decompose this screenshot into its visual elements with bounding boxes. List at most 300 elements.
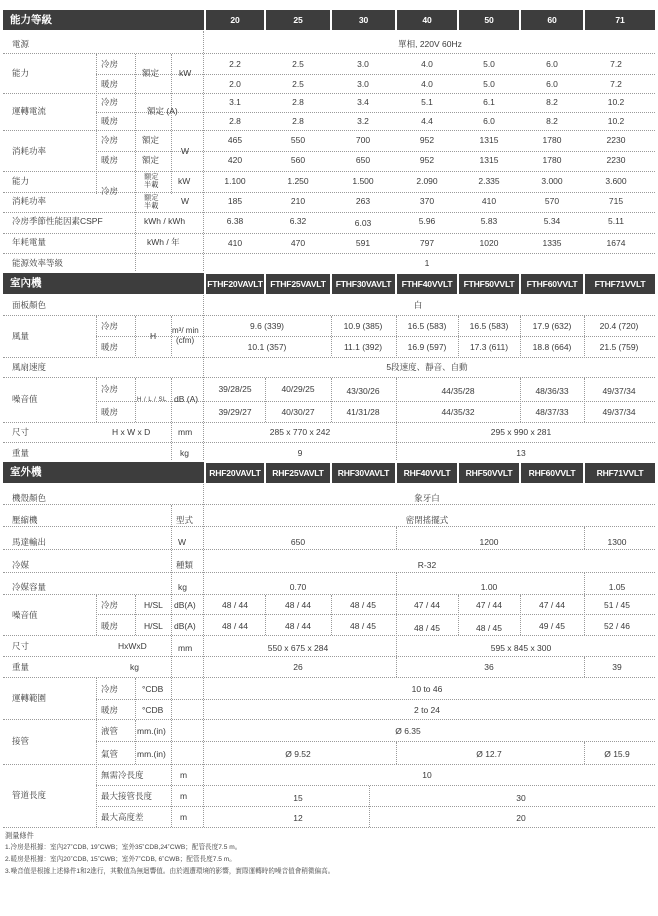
grid-line: [3, 526, 655, 527]
grid-line: [96, 112, 655, 113]
casing-color-value: 象牙白: [414, 493, 440, 503]
refrigerant-label: 冷媒: [12, 560, 30, 570]
grid-line: [3, 357, 655, 358]
half-power-value: 570: [544, 196, 560, 206]
grid-line: [3, 315, 655, 316]
length-unit: m: [180, 791, 188, 801]
grid-line: [3, 422, 655, 423]
current-heat-value: 8.2: [546, 116, 558, 126]
grid-line: [331, 378, 332, 422]
half-power-value: 263: [355, 196, 371, 206]
grid-line: [3, 677, 655, 678]
outdoor-noise-heat-value: 48 / 44: [285, 621, 311, 631]
outdoor-weight-label: 重量: [12, 662, 30, 672]
current-heat-value: 2.8: [292, 116, 304, 126]
indoor-weight-label: 重量: [12, 448, 30, 458]
grid-line: [135, 678, 136, 718]
capacity-heat-value: 2.5: [292, 79, 304, 89]
grid-line: [3, 130, 655, 131]
grid-line: [584, 657, 585, 677]
outdoor-noise-cool-value: 48 / 44: [285, 600, 311, 610]
indoor-weight-small: 9: [297, 448, 303, 458]
cspf-value: 5.83: [480, 216, 498, 226]
half-capacity-value: 2.335: [478, 176, 500, 186]
outdoor-noise-label: 噪音值: [12, 610, 38, 620]
capacity-heat-value: 6.0: [546, 79, 558, 89]
grid-line: [396, 742, 397, 764]
indoor-size-dims: H x W x D: [112, 427, 151, 437]
cspf-value: 6.03: [354, 218, 372, 228]
grid-line: [396, 573, 397, 594]
motor-output-value: 1200: [479, 537, 499, 547]
outdoor-noise-cool-value: 47 / 44: [414, 600, 440, 610]
indoor-noise-heat-value: 40/30/27: [281, 407, 315, 417]
grid-line: [96, 614, 655, 615]
outdoor-noise-heat-value: 48 / 45: [414, 623, 440, 633]
capacity-heat-value: 4.0: [421, 79, 433, 89]
outdoor-size-label: 尺寸: [12, 641, 30, 651]
airflow-cool-value: 9.6 (339): [249, 321, 285, 331]
grid-line: [171, 505, 172, 827]
motor-output-value: 650: [290, 537, 306, 547]
airflow-cool-value: 20.4 (720): [599, 321, 639, 331]
indoor-model-header: FTHF25VAVLT: [266, 274, 330, 294]
indoor-size-large: 295 x 990 x 281: [490, 427, 552, 437]
indoor-noise-cool-value: 44/35/28: [441, 386, 475, 396]
half-power-label: 消耗功率: [12, 196, 47, 206]
no-refill-length-value: 10: [422, 770, 432, 780]
operating-range-label: 運轉範圍: [12, 693, 47, 703]
grid-line: [96, 806, 655, 807]
current-heat-value: 10.2: [607, 116, 625, 126]
outdoor-noise-hsl: H/SL: [144, 621, 163, 631]
current-heat-value: 2.8: [229, 116, 241, 126]
airflow-cool-value: 17.9 (632): [532, 321, 572, 331]
annual-value: 1020: [479, 238, 499, 248]
power-heating-label: 暖房: [101, 155, 119, 165]
motor-output-unit: W: [178, 537, 187, 547]
grid-line: [3, 594, 655, 595]
outdoor-noise-cool-value: 48 / 44: [222, 600, 248, 610]
capacity-label: 能力: [12, 68, 30, 78]
range-cool-value: 10 to 46: [411, 684, 443, 694]
outdoor-model-header: RHF30VAVLT: [332, 463, 395, 483]
capacity-cool-value: 2.2: [229, 59, 241, 69]
panel-color-label: 面板顏色: [12, 300, 47, 310]
capacity-cool-value: 4.0: [421, 59, 433, 69]
model-50-header: 50: [459, 10, 519, 30]
half-capacity-value: 3.600: [605, 176, 627, 186]
max-height-value: 20: [516, 813, 526, 823]
grid-line: [3, 719, 655, 720]
power-cool-value: 1780: [542, 135, 562, 145]
half-power-value: 210: [290, 196, 306, 206]
grid-line: [3, 212, 655, 213]
grid-line: [331, 316, 332, 356]
grid-line: [96, 595, 97, 635]
capacity-cool-value: 6.0: [546, 59, 558, 69]
airflow-heat-value: 17.3 (611): [469, 342, 509, 352]
power-rated-label: 額定: [142, 135, 160, 145]
indoor-noise-heating-label: 暖房: [101, 407, 119, 417]
power-cool-value: 465: [227, 135, 243, 145]
model-40-header: 40: [397, 10, 457, 30]
grid-line: [3, 764, 655, 765]
outdoor-weight-value: 36: [484, 662, 494, 672]
outdoor-model-header: RHF60VVLT: [521, 463, 583, 483]
indoor-size-unit: mm: [178, 427, 193, 437]
current-heat-value: 6.0: [483, 116, 495, 126]
capacity-cool-value: 2.5: [292, 59, 304, 69]
half-power-value: 410: [481, 196, 497, 206]
grid-line: [369, 786, 370, 827]
grid-line: [584, 595, 585, 635]
grid-line: [3, 377, 655, 378]
half-rated-label: 額定: [144, 193, 159, 202]
half-load-label: 半載: [144, 201, 159, 210]
grid-line: [396, 657, 397, 677]
range-unit: °CDB: [142, 705, 164, 715]
capacity-heat-value: 7.2: [610, 79, 622, 89]
capacity-heat-value: 5.0: [483, 79, 495, 89]
liquid-pipe-unit: mm.(in): [137, 726, 166, 736]
grid-line: [458, 595, 459, 635]
airflow-h-label: H: [150, 331, 157, 341]
grid-line: [135, 595, 136, 635]
outdoor-noise-heat-value: 48 / 44: [222, 621, 248, 631]
range-unit: °CDB: [142, 684, 164, 694]
refrigerant-type-label: 種類: [176, 560, 194, 570]
half-load-label: 半載: [144, 180, 159, 189]
half-capacity-value: 2.090: [416, 176, 438, 186]
liquid-pipe-label: 液管: [101, 726, 119, 736]
airflow-heat-value: 16.9 (597): [407, 342, 447, 352]
grid-line: [396, 595, 397, 656]
annual-value: 1335: [542, 238, 562, 248]
current-cool-value: 10.2: [607, 97, 625, 107]
charge-value: 1.05: [608, 582, 626, 592]
outdoor-weight-value: 39: [612, 662, 622, 672]
current-cool-value: 3.1: [229, 97, 241, 107]
airflow-heat-value: 10.1 (357): [247, 342, 287, 352]
indoor-model-header: FTHF30VAVLT: [332, 274, 395, 294]
compressor-type-label: 型式: [176, 515, 194, 525]
capacity-cooling-label: 冷房: [101, 59, 119, 69]
power-unit: W: [181, 146, 190, 156]
power-heat-value: 650: [355, 155, 371, 165]
outdoor-model-header: RHF20VAVLT: [206, 463, 264, 483]
range-heating-label: 暖房: [101, 705, 119, 715]
range-cooling-label: 冷房: [101, 684, 119, 694]
half-rated-label: 額定: [144, 172, 159, 181]
indoor-size-small: 285 x 770 x 242: [269, 427, 331, 437]
current-cool-value: 3.4: [357, 97, 369, 107]
power-heat-value: 952: [419, 155, 435, 165]
outdoor-noise-heat-value: 48 / 45: [350, 621, 376, 631]
current-cooling-label: 冷房: [101, 97, 119, 107]
annual-value: 410: [227, 238, 243, 248]
grid-line: [96, 741, 655, 742]
grid-line: [3, 171, 655, 172]
power-label: 消耗功率: [12, 146, 47, 156]
length-unit: m: [180, 770, 188, 780]
power-heat-value: 420: [227, 155, 243, 165]
annual-value: 591: [355, 238, 371, 248]
outdoor-noise-hsl: H/SL: [144, 600, 163, 610]
outdoor-weight-unit: kg: [130, 662, 139, 672]
airflow-heat-value: 21.5 (759): [599, 342, 639, 352]
grid-line: [584, 527, 585, 549]
notes-title: 測量條件: [5, 831, 34, 840]
annual-value: 1674: [606, 238, 626, 248]
grid-line: [584, 316, 585, 356]
annual-value: 797: [419, 238, 435, 248]
length-unit: m: [180, 812, 188, 822]
grid-line: [396, 527, 397, 549]
half-capacity-value: 1.100: [224, 176, 246, 186]
outdoor-size-dims: HxWxD: [118, 641, 147, 651]
power-cool-value: 700: [355, 135, 371, 145]
power-cool-value: 550: [290, 135, 306, 145]
indoor-noise-heat-value: 39/29/27: [218, 407, 252, 417]
current-cool-value: 5.1: [421, 97, 433, 107]
note-line: 3.噪音值是根據上述條件1和2進行，其數值為無迴響值。由於週遭環境的影響，實際運轉時的噪音值會稍微偏高。: [5, 868, 335, 875]
compressor-type-value: 密閉搖擺式: [405, 515, 449, 525]
indoor-model-header: FTHF71VVLT: [585, 274, 655, 294]
indoor-noise-label: 噪音值: [12, 394, 38, 404]
grid-line: [520, 378, 521, 422]
airflow-cool-value: 16.5 (583): [407, 321, 447, 331]
indoor-model-header: FTHF50VVLT: [459, 274, 519, 294]
grid-line: [3, 233, 655, 234]
grid-line: [396, 378, 397, 422]
grid-line: [96, 678, 97, 827]
capacity-unit: kW: [179, 68, 192, 78]
outdoor-model-header: RHF40VVLT: [397, 463, 457, 483]
indoor-weight-unit: kg: [180, 448, 189, 458]
capacity-heating-label: 暖房: [101, 79, 119, 89]
indoor-unit-header: 室內機: [3, 273, 204, 294]
half-unit-w: W: [181, 196, 190, 206]
capacity-cool-value: 7.2: [610, 59, 622, 69]
airflow-heat-value: 18.8 (664): [532, 342, 572, 352]
model-60-header: 60: [521, 10, 583, 30]
grid-line: [3, 635, 655, 636]
airflow-label: 風量: [12, 331, 30, 341]
max-pipe-length-value: 30: [516, 793, 526, 803]
airflow-cool-value: 16.5 (583): [469, 321, 509, 331]
half-power-value: 370: [419, 196, 435, 206]
gas-pipe-unit: mm.(in): [137, 749, 166, 759]
indoor-size-label: 尺寸: [12, 427, 30, 437]
motor-output-label: 馬達輸出: [12, 537, 47, 547]
indoor-noise-heat-value: 41/31/28: [346, 407, 380, 417]
grid-line: [331, 595, 332, 635]
annual-label: 年耗電量: [12, 237, 47, 247]
current-heat-value: 3.2: [357, 116, 369, 126]
power-heat-value: 1780: [542, 155, 562, 165]
grid-line: [3, 572, 655, 573]
outdoor-weight-value: 26: [293, 662, 303, 672]
grid-line: [96, 785, 655, 786]
half-power-value: 715: [608, 196, 624, 206]
max-pipe-length-value: 15: [293, 793, 303, 803]
grid-line: [96, 699, 655, 700]
charge-value: 1.00: [480, 582, 498, 592]
outdoor-size-unit: mm: [178, 643, 193, 653]
half-capacity-value: 3.000: [541, 176, 563, 186]
grid-line: [135, 378, 136, 422]
half-capacity-value: 1.500: [352, 176, 374, 186]
indoor-model-header: FTHF20VAVLT: [206, 274, 264, 294]
indoor-model-header: FTHF60VVLT: [521, 274, 583, 294]
grid-line: [396, 316, 397, 356]
airflow-unit: m³/ min: [172, 326, 199, 335]
airflow-unit-cfm: (cfm): [176, 336, 195, 345]
indoor-noise-cool-value: 40/29/25: [281, 384, 315, 394]
grid-line: [520, 595, 521, 635]
no-refill-length-label: 無需冷長度: [101, 770, 144, 780]
airflow-heat-value: 11.1 (392): [343, 342, 383, 352]
grid-line: [135, 54, 136, 271]
current-cool-value: 2.8: [292, 97, 304, 107]
power-cooling-label: 冷房: [101, 135, 119, 145]
annual-value: 470: [290, 238, 306, 248]
power-rated-label: 額定: [142, 155, 160, 165]
capacity-cool-value: 5.0: [483, 59, 495, 69]
indoor-noise-cooling-label: 冷房: [101, 384, 119, 394]
grid-line: [3, 549, 655, 550]
compressor-label: 壓縮機: [12, 515, 38, 525]
gas-pipe-value: Ø 9.52: [285, 749, 311, 759]
grid-line: [3, 442, 655, 443]
indoor-model-header: FTHF40VVLT: [397, 274, 457, 294]
outdoor-noise-cool-value: 47 / 44: [476, 600, 502, 610]
outdoor-size-large: 595 x 845 x 300: [490, 643, 552, 653]
gas-pipe-value: Ø 12.7: [476, 749, 502, 759]
capacity-heat-value: 2.0: [229, 79, 241, 89]
cspf-label: 冷房季節性能因素CSPF: [12, 216, 103, 226]
charge-value: 0.70: [289, 582, 307, 592]
grid-line: [458, 316, 459, 356]
indoor-weight-large: 13: [516, 448, 526, 458]
grid-line: [96, 54, 97, 194]
power-cool-value: 2230: [606, 135, 626, 145]
grid-line: [3, 656, 655, 657]
indoor-noise-cool-value: 43/30/26: [346, 386, 380, 396]
cspf-value: 5.96: [418, 216, 436, 226]
gas-pipe-value: Ø 15.9: [604, 749, 630, 759]
outdoor-noise-cooling-label: 冷房: [101, 600, 119, 610]
cspf-unit: kWh / kWh: [144, 216, 186, 226]
grid-line: [584, 378, 585, 422]
fan-speed-label: 風扇速度: [12, 362, 47, 372]
panel-color-value: 白: [413, 300, 423, 310]
outdoor-unit-header: 室外機: [3, 462, 204, 483]
outdoor-noise-cool-value: 48 / 45: [350, 600, 376, 610]
grid-line: [96, 151, 655, 152]
current-rated-unit: 額定 (A): [147, 106, 178, 116]
capacity-heat-value: 3.0: [357, 79, 369, 89]
indoor-noise-hlsl: H / L / SL: [137, 397, 167, 403]
gas-pipe-label: 氣管: [101, 749, 119, 759]
grid-line: [520, 316, 521, 356]
outdoor-noise-cool-value: 47 / 44: [539, 600, 565, 610]
indoor-noise-heat-value: 49/37/34: [602, 407, 636, 417]
max-height-label: 最大高度差: [101, 812, 144, 822]
refrigerant-type-value: R-32: [417, 560, 437, 570]
efficiency-label: 能源效率等級: [12, 258, 64, 268]
grid-line: [171, 378, 172, 460]
pipe-length-label: 管道長度: [12, 790, 47, 800]
airflow-cool-value: 10.9 (385): [343, 321, 383, 331]
grid-line: [96, 378, 97, 422]
outdoor-size-small: 550 x 675 x 284: [267, 643, 329, 653]
grid-line: [3, 93, 655, 94]
grid-line: [265, 595, 266, 635]
model-25-header: 25: [266, 10, 330, 30]
cspf-value: 5.34: [543, 216, 561, 226]
half-unit-kw: kW: [178, 176, 191, 186]
motor-output-value: 1300: [607, 537, 627, 547]
outdoor-model-header: RHF71VVLT: [585, 463, 655, 483]
cspf-value: 6.38: [226, 216, 244, 226]
outdoor-noise-unit: dB(A): [174, 621, 196, 631]
range-heat-value: 2 to 24: [414, 705, 440, 715]
grid-line: [396, 423, 397, 460]
indoor-noise-cool-value: 49/37/34: [602, 386, 636, 396]
liquid-pipe-value: Ø 6.35: [395, 726, 421, 736]
current-label: 運轉電流: [12, 106, 47, 116]
grid-line: [3, 504, 655, 505]
note-line: 1.冷房是根據：室內27˚CDB, 19˚CWB；室外35˚CDB,24˚CWB；配管長度7.5 m。: [5, 844, 242, 851]
current-heat-value: 4.4: [421, 116, 433, 126]
grid-line: [584, 573, 585, 594]
current-cool-value: 6.1: [483, 97, 495, 107]
grid-line: [3, 53, 655, 54]
outdoor-model-header: RHF25VAVLT: [266, 463, 330, 483]
power-heat-value: 2230: [606, 155, 626, 165]
grid-line: [135, 720, 136, 764]
half-power-value: 185: [227, 196, 243, 206]
power-source-value: 單相, 220V 60Hz: [398, 39, 462, 49]
outdoor-noise-heat-value: 52 / 46: [604, 621, 630, 631]
max-pipe-length-label: 最大接管長度: [101, 791, 153, 801]
grid-line: [171, 54, 172, 194]
grid-line: [584, 742, 585, 764]
current-heating-label: 暖房: [101, 116, 119, 126]
indoor-noise-heat-value: 48/37/33: [535, 407, 569, 417]
charge-label: 冷媒容量: [12, 582, 47, 592]
power-cool-value: 952: [419, 135, 435, 145]
power-heat-value: 1315: [479, 155, 499, 165]
outdoor-noise-heat-value: 48 / 45: [476, 623, 502, 633]
outdoor-noise-cool-value: 51 / 45: [604, 600, 630, 610]
model-20-header: 20: [206, 10, 264, 30]
annual-unit: kWh / 年: [147, 237, 180, 247]
cspf-value: 6.32: [289, 216, 307, 226]
outdoor-model-header: RHF50VVLT: [459, 463, 519, 483]
indoor-noise-unit: dB (A): [174, 394, 199, 404]
outdoor-noise-unit: dB(A): [174, 600, 196, 610]
note-line: 2.暖房是根據：室內20˚CDB, 15˚CWB；室外7˚CDB, 6˚CWB；配管長度7.5 m。: [5, 856, 236, 863]
indoor-noise-cool-value: 48/36/33: [535, 386, 569, 396]
casing-color-label: 機殼顏色: [12, 493, 47, 503]
capacity-class-header: 能力等級: [3, 10, 204, 30]
half-cooling-label: 冷房: [101, 186, 119, 196]
indoor-noise-cool-value: 39/28/25: [218, 384, 252, 394]
fan-speed-value: 5段速度、靜音、自動: [386, 362, 468, 372]
